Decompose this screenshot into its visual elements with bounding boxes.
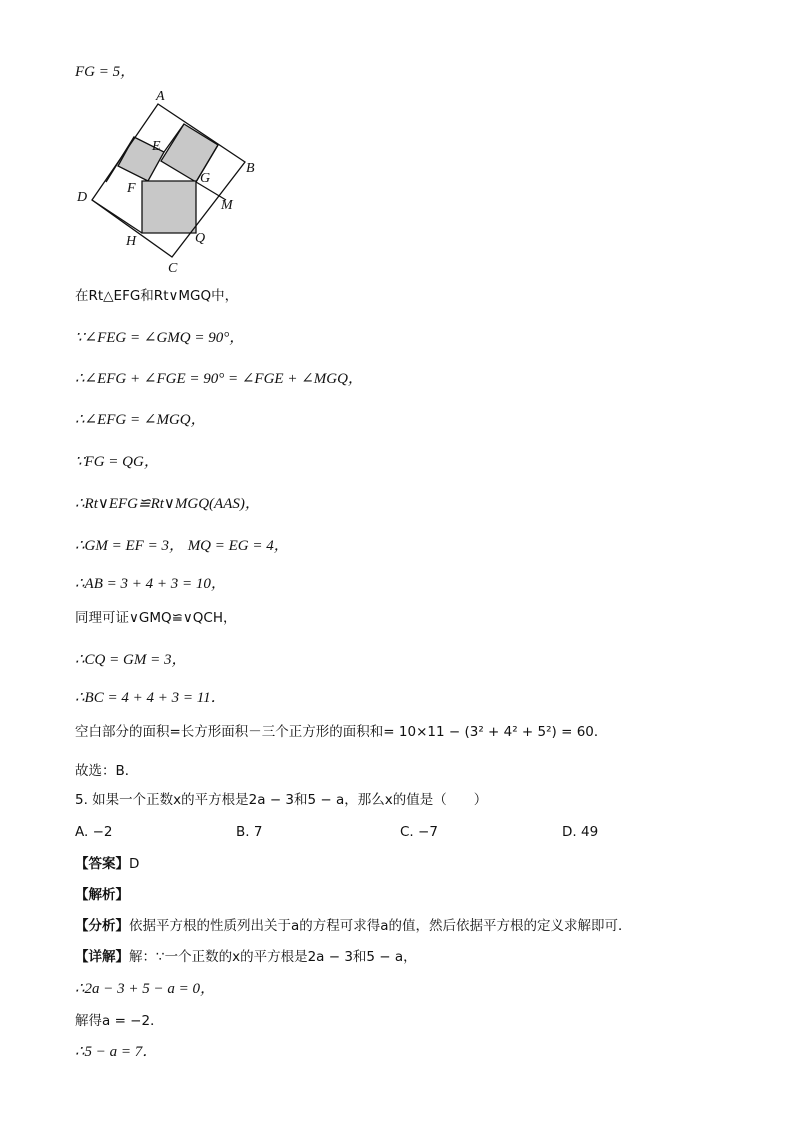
label-q: Q — [195, 231, 206, 246]
label-h: H — [126, 234, 137, 249]
line-in-triangles: 在Rt△EFG和Rt∨MGQ中， — [75, 288, 239, 304]
five-minus-a-line: ∴5 − a = 7． — [75, 1044, 158, 1060]
label-d: D — [77, 190, 88, 205]
line-cq: ∴CQ = GM = 3， — [75, 652, 187, 668]
line-ab: ∴AB = 3 + 4 + 3 = 10， — [75, 576, 226, 592]
geometry-figure — [70, 86, 270, 281]
analysis-summary — [75, 916, 632, 936]
summary-text: 依据平方根的性质列出关于a的方程可求得a的值，然后依据平方根的定义求解即可． — [129, 918, 632, 934]
answer-tag: 【答案】 — [75, 856, 129, 872]
label-a: A — [156, 89, 165, 104]
answer-value: D — [129, 856, 140, 872]
line-angle-equal: ∴∠EFG = ∠MGQ， — [75, 412, 206, 428]
option-a: A. −2 — [75, 824, 113, 840]
answer-line — [75, 854, 139, 874]
line-because-angles: ∵∠FEG = ∠GMQ = 90°， — [75, 330, 245, 346]
label-f: F — [127, 181, 136, 196]
detail-line — [75, 947, 417, 967]
solve-a-line: 解得a = −2． — [75, 1013, 164, 1029]
detail-tag: 【详解】 — [75, 949, 129, 965]
question-5: 5. 如果一个正数x的平方根是2a − 3和5 − a，那么x的值是（ ） — [75, 792, 488, 808]
label-e: E — [152, 139, 161, 154]
detail-text: 解：∵一个正数的x的平方根是2a − 3和5 − a， — [129, 949, 417, 965]
line-d-to-h — [92, 200, 142, 233]
line-congruent: ∴Rt∨EFG≌Rt∨MGQ(AAS)， — [75, 496, 260, 512]
line-fg-qg: ∵FG = QG， — [75, 454, 159, 470]
line-choose-b: 故选：B． — [75, 763, 139, 779]
option-b: B. 7 — [236, 824, 263, 840]
label-b: B — [246, 161, 255, 176]
line-similarly: 同理可证∨GMQ≌∨QCH， — [75, 610, 237, 626]
equation-line: ∴2a − 3 + 5 − a = 0， — [75, 981, 216, 997]
line-fg-equals: FG = 5， — [75, 64, 136, 80]
label-c: C — [168, 261, 178, 276]
line-gm-mq: ∴GM = EF = 3， MQ = EG = 4， — [75, 538, 289, 554]
line-bc: ∴BC = 4 + 4 + 3 = 11． — [75, 690, 226, 706]
label-m: M — [221, 198, 233, 213]
shaded-square-large — [142, 181, 196, 233]
option-d: D. 49 — [562, 824, 599, 840]
line-blank-area: 空白部分的面积=长方形面积－三个正方形的面积和= 10×11 − (3² + 4² + 5²) = 60． — [75, 724, 608, 740]
label-g: G — [200, 171, 211, 186]
line-angle-sum: ∴∠EFG + ∠FGE = 90° = ∠FGE + ∠MGQ， — [75, 371, 363, 387]
analysis-tag: 【解析】 — [75, 887, 129, 903]
option-c: C. −7 — [400, 824, 438, 840]
summary-tag: 【分析】 — [75, 918, 129, 934]
